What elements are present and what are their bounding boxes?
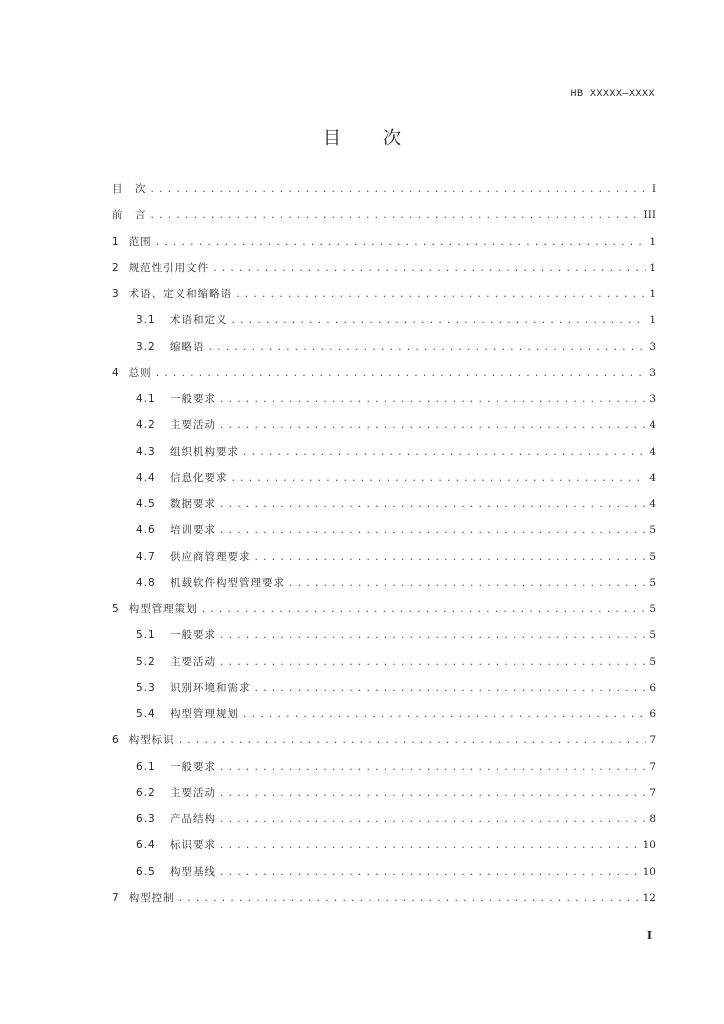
toc-entry[interactable] (112, 179, 656, 205)
toc-entry-title: 组织机构要求 (170, 445, 239, 458)
toc-entry-number: 4.4 (136, 471, 156, 484)
toc-entry-number: 6 (112, 734, 119, 747)
toc-entry[interactable] (112, 730, 656, 756)
toc-entry-number: 4 (112, 366, 119, 379)
toc-dot-leader (219, 653, 646, 673)
toc-entry-number: 5.1 (136, 629, 156, 642)
toc-dot-leader (178, 889, 640, 909)
toc-dot-leader (219, 521, 646, 541)
toc-entry-title: 术语、定义和缩略语 (128, 288, 233, 300)
toc-entry-title: 总则 (128, 366, 152, 379)
toc-entry[interactable] (112, 520, 656, 546)
toc-entry-number: 3 (112, 288, 119, 300)
toc-entry-title: 标识要求 (170, 839, 216, 852)
toc-entry-title: 主要活动 (170, 419, 216, 432)
toc-entry[interactable] (112, 337, 656, 363)
toc-entry-number: 4.7 (136, 550, 156, 563)
toc-entry[interactable] (112, 389, 656, 415)
toc-entry[interactable] (112, 284, 656, 310)
toc-entry[interactable] (112, 310, 656, 336)
toc-entry-page: 6 (649, 708, 656, 720)
toc-entry-number: 4.8 (136, 576, 156, 589)
toc-dot-leader (219, 390, 646, 410)
toc-entry-title: 构型控制 (128, 891, 175, 904)
toc-entry-title: 数据要求 (170, 498, 216, 510)
toc-entry-page: III (643, 209, 656, 222)
toc-entry-number: 2 (112, 261, 119, 274)
toc-entry-title: 前 言 (112, 209, 147, 222)
toc-dot-leader (254, 548, 647, 568)
toc-entry-number: 6.1 (136, 760, 156, 773)
toc-entry-page: 5 (649, 603, 656, 615)
toc-entry-number: 1 (112, 235, 119, 248)
toc-dot-leader (219, 416, 646, 436)
toc-entry-page: 4 (649, 498, 656, 510)
toc-dot-leader (235, 285, 646, 305)
toc-entry-title: 信息化要求 (170, 471, 228, 484)
toc-entry[interactable] (112, 757, 656, 783)
toc-dot-leader (208, 338, 647, 358)
toc-entry[interactable] (112, 835, 656, 861)
toc-entry[interactable] (112, 888, 656, 914)
toc-entry[interactable] (112, 678, 656, 704)
toc-entry-number: 5.2 (136, 655, 156, 668)
page-title (0, 124, 724, 150)
toc-entry[interactable] (112, 625, 656, 651)
toc-entry-title: 主要活动 (170, 786, 216, 799)
toc-entry-page: 3 (649, 366, 656, 379)
toc-entry-page: 7 (649, 760, 656, 773)
toc-entry[interactable] (112, 494, 656, 520)
toc-entry[interactable] (112, 258, 656, 284)
toc-entry[interactable] (112, 783, 656, 809)
toc-entry-page: 8 (649, 813, 656, 825)
page-title-char-1: 目 (323, 128, 341, 149)
toc-entry[interactable] (112, 573, 656, 599)
toc-dot-leader (231, 469, 647, 489)
toc-entry-page: 4 (649, 445, 656, 458)
toc-entry[interactable] (112, 442, 656, 468)
toc-entry[interactable] (112, 468, 656, 494)
toc-entry-number: 7 (112, 891, 119, 904)
toc-entry-title: 主要活动 (170, 655, 216, 668)
toc-entry-title: 机载软件构型管理要求 (170, 576, 285, 589)
toc-dot-leader (219, 784, 646, 804)
toc-entry-page: 1 (649, 314, 656, 327)
toc-entry-number: 3.1 (136, 314, 156, 327)
toc-entry-title: 培训要求 (170, 524, 216, 537)
toc-entry-page: 5 (649, 629, 656, 642)
toc-entry-title: 构型管理策划 (128, 603, 198, 615)
table-of-contents (112, 179, 656, 914)
toc-entry-page: 10 (642, 865, 656, 878)
toc-entry-number: 6.2 (136, 786, 156, 799)
toc-entry-page: 7 (649, 786, 656, 799)
toc-dot-leader (288, 574, 646, 594)
toc-entry-title: 范围 (128, 235, 152, 248)
toc-entry-number: 5 (112, 603, 119, 615)
toc-dot-leader (150, 180, 649, 200)
toc-entry[interactable] (112, 652, 656, 678)
toc-entry-number: 3.2 (136, 340, 156, 353)
toc-entry-number: 4.2 (136, 419, 156, 432)
toc-entry[interactable] (112, 363, 656, 389)
toc-entry-title: 构型标识 (128, 734, 175, 747)
toc-entry-title: 构型基线 (170, 865, 216, 878)
toc-dot-leader (219, 810, 646, 830)
toc-dot-leader (219, 863, 640, 883)
toc-entry-title: 识别环境和需求 (170, 681, 251, 694)
toc-entry[interactable] (112, 547, 656, 573)
toc-entry-page: 12 (642, 891, 656, 904)
toc-dot-leader (242, 705, 646, 725)
toc-entry-title: 产品结构 (170, 813, 216, 825)
toc-dot-leader (219, 758, 646, 778)
toc-dot-leader (219, 836, 640, 856)
toc-entry-number: 6.4 (136, 839, 156, 852)
toc-entry-page: 5 (649, 576, 656, 589)
toc-dot-leader (242, 443, 646, 463)
toc-entry-page: 5 (649, 524, 656, 537)
toc-entry-page: 1 (649, 235, 656, 248)
toc-entry-title: 供应商管理要求 (170, 550, 251, 563)
toc-entry[interactable] (112, 205, 656, 231)
toc-entry-number: 4.5 (136, 498, 156, 510)
toc-dot-leader (254, 679, 647, 699)
toc-entry-title: 构型管理规划 (170, 708, 239, 720)
toc-entry-number: 5.4 (136, 708, 156, 720)
toc-entry-title: 一般要求 (170, 393, 216, 405)
toc-entry[interactable] (112, 415, 656, 441)
toc-entry-number: 4.1 (136, 393, 156, 405)
toc-dot-leader (201, 600, 647, 620)
toc-entry-number: 5.3 (136, 681, 156, 694)
toc-entry-page: 4 (649, 471, 656, 484)
toc-entry-page: 5 (649, 655, 656, 668)
toc-entry[interactable] (112, 599, 656, 625)
toc-entry-page: 7 (649, 734, 656, 747)
toc-dot-leader (155, 233, 647, 253)
page-title-char-2: 次 (383, 128, 401, 149)
toc-dot-leader (231, 311, 647, 331)
toc-dot-leader (155, 364, 647, 384)
toc-entry[interactable] (112, 809, 656, 835)
toc-entry-title: 一般要求 (170, 760, 216, 773)
toc-entry-number: 6.5 (136, 865, 156, 878)
toc-dot-leader (178, 731, 647, 751)
toc-entry-title: 目 次 (112, 183, 147, 195)
toc-entry-title: 缩略语 (170, 340, 205, 353)
toc-entry-page: I (651, 183, 656, 195)
toc-entry-number: 4.6 (136, 524, 156, 537)
toc-entry-number: 4.3 (136, 445, 156, 458)
toc-entry[interactable] (112, 862, 656, 888)
toc-entry-title: 一般要求 (170, 629, 216, 642)
toc-entry-page: 3 (649, 340, 656, 353)
toc-entry[interactable] (112, 704, 656, 730)
toc-dot-leader (150, 206, 641, 226)
toc-entry-page: 1 (649, 261, 656, 274)
toc-entry-title: 规范性引用文件 (128, 261, 210, 274)
page-number: I (646, 929, 652, 942)
toc-entry-page: 1 (649, 288, 656, 300)
toc-entry-page: 4 (649, 419, 656, 432)
toc-entry-number: 6.3 (136, 813, 156, 825)
toc-entry-title: 术语和定义 (170, 314, 228, 327)
toc-entry[interactable] (112, 232, 656, 258)
toc-dot-leader (219, 626, 646, 646)
toc-dot-leader (212, 259, 646, 279)
toc-entry-page: 10 (642, 839, 656, 852)
toc-entry-page: 5 (649, 550, 656, 563)
toc-dot-leader (219, 495, 646, 515)
toc-entry-page: 6 (649, 681, 656, 694)
toc-entry-page: 3 (649, 393, 656, 405)
document-code: HB XXXXX—XXXX (570, 89, 655, 100)
